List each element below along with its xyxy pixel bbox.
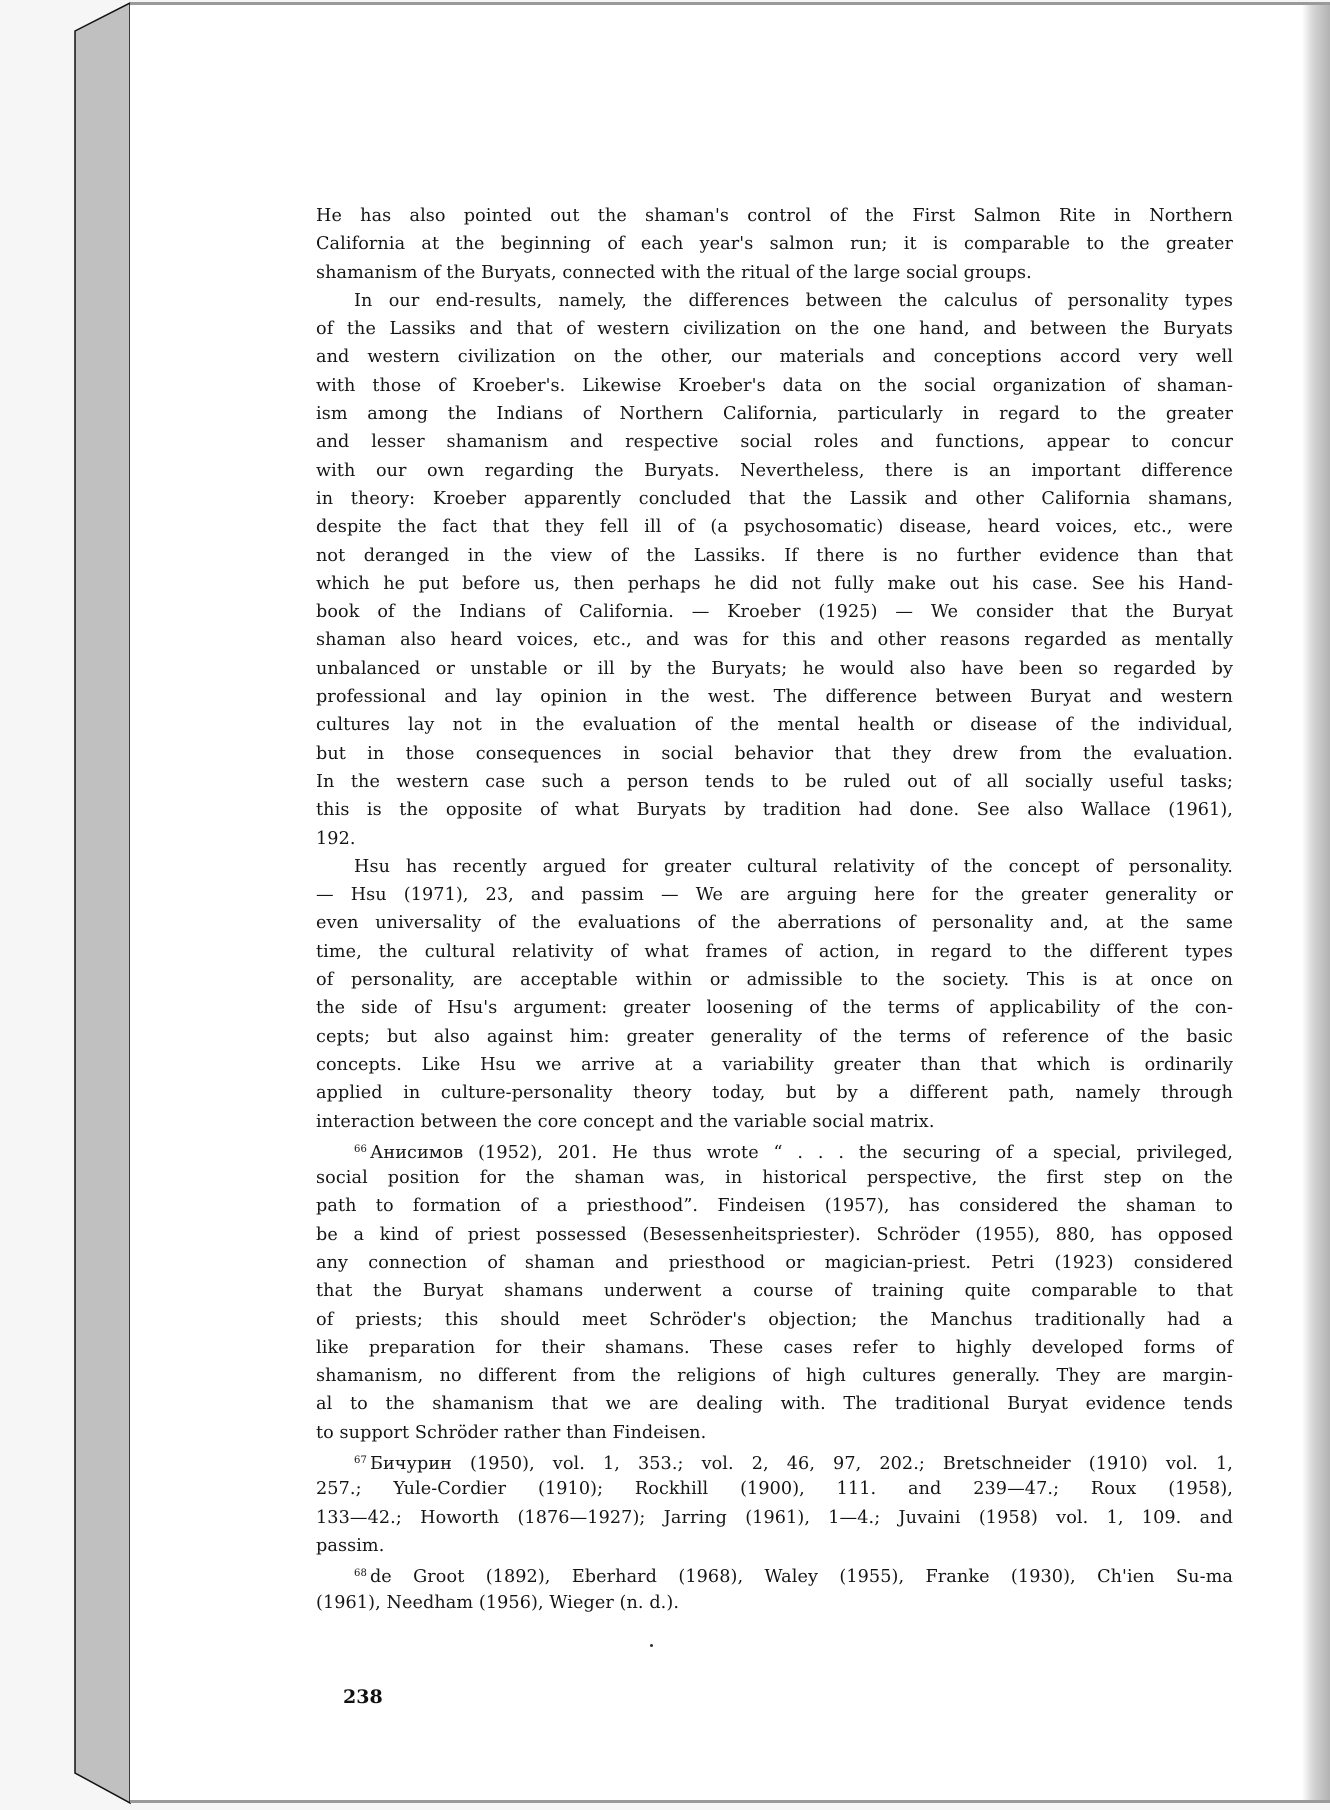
text-line <box>316 1192 1233 1220</box>
text-line-content: 257.; Yule-Cordier (1910); Rockhill (1900), 111. and 239—47.; Roux (1958), <box>316 1479 1233 1500</box>
text-line-content: any connection of shaman and priesthood or magician-priest. Petri (1923) considered <box>316 1252 1233 1273</box>
text-line <box>316 428 1233 456</box>
text-line <box>316 287 1233 315</box>
text-line <box>316 1390 1233 1418</box>
text-line-content: al to the shamanism that we are dealing with. The traditional Buryat evidence tends <box>316 1394 1233 1415</box>
text-line <box>316 1164 1233 1192</box>
text-line-content: Бичурин (1950), vol. 1, 353.; vol. 2, 46, 97, 202.; Bretschneider (1910) vol. 1, <box>369 1454 1233 1475</box>
text-line-content: — Hsu (1971), 23, and passim — We are arguing here for the greater generality or <box>316 885 1233 906</box>
text-line-content: shamanism, no different from the religions of high cultures generally. They are margin- <box>316 1366 1233 1387</box>
text-line-content: with our own regarding the Buryats. Nevertheless, there is an important difference <box>316 460 1233 481</box>
text-line-content: of priests; this should meet Schröder's objection; the Manchus traditionally had a <box>316 1309 1233 1330</box>
text-line-content: cepts; but also against him: greater generality of the terms of reference of the basic <box>316 1026 1233 1047</box>
text-line <box>316 372 1233 400</box>
text-line-content: this is the opposite of what Buryats by tradition had done. See also Wallace (1961), <box>316 800 1233 821</box>
paragraph <box>316 202 1233 287</box>
text-line <box>316 1023 1233 1051</box>
text-line-content: which he put before us, then perhaps he did not fully make out his case. See his Hand- <box>316 573 1233 594</box>
text-line <box>316 1532 1233 1560</box>
text-line-content: shaman also heard voices, etc., and was for this and other reasons regarded as mentally <box>316 630 1233 651</box>
text-line <box>316 768 1233 796</box>
text-line-content: time, the cultural relativity of what frames of action, in regard to the different types <box>316 941 1233 962</box>
text-line-content: 192. <box>316 828 356 849</box>
text-line <box>316 1419 1233 1447</box>
text-line <box>316 1362 1233 1390</box>
text-line <box>316 655 1233 683</box>
text-line <box>316 598 1233 626</box>
text-line <box>316 966 1233 994</box>
text-line-content: concepts. Like Hsu we arrive at a variability greater than that which is ordinarily <box>316 1054 1233 1075</box>
text-line <box>316 1249 1233 1277</box>
text-line-content: unbalanced or unstable or ill by the Buryats; he would also have been so regarded by <box>316 658 1233 679</box>
text-line-content: applied in culture-personality theory today, but by a different path, namely through <box>316 1083 1233 1104</box>
text-line <box>316 938 1233 966</box>
text-line-content: and lesser shamanism and respective social roles and functions, appear to concur <box>316 432 1233 453</box>
text-line <box>316 881 1233 909</box>
text-line <box>316 909 1233 937</box>
text-line-content: shamanism of the Buryats, connected with the ritual of the large social groups. <box>316 262 1032 283</box>
page-number: 238 <box>343 1686 383 1708</box>
text-line-content: the side of Hsu's argument: greater loosening of the terms of applicability of the con- <box>316 998 1233 1019</box>
text-line-content: of personality, are acceptable within or admissible to the society. This is at once on <box>316 970 1233 991</box>
text-line-content: professional and lay opinion in the west. The difference between Buryat and western <box>316 687 1233 708</box>
text-line-content: that the Buryat shamans underwent a course of training quite comparable to that <box>316 1281 1233 1302</box>
text-line <box>316 1447 1233 1475</box>
text-line <box>316 1334 1233 1362</box>
text-line-content: Анисимов (1952), 201. He thus wrote “ . . . the securing of a special, privileged, <box>369 1142 1233 1163</box>
text-line-content: In the western case such a person tends to be ruled out of all socially useful tasks; <box>316 771 1233 792</box>
text-line <box>316 796 1233 824</box>
scan-speck <box>650 1644 653 1647</box>
text-line <box>316 853 1233 881</box>
book-spine-graphic <box>74 0 132 1806</box>
text-line <box>316 457 1233 485</box>
text-line <box>316 740 1233 768</box>
text-line-content: In our end-results, namely, the differences between the calculus of personality types <box>354 290 1233 311</box>
text-line-content: despite the fact that they fell ill of (a psychosomatic) disease, heard voices, etc., were <box>316 517 1233 538</box>
book-spine <box>74 0 132 1806</box>
paragraph <box>316 853 1233 1136</box>
text-line-content: path to formation of a priesthood”. Findeisen (1957), has considered the shaman to <box>316 1196 1233 1217</box>
text-line <box>316 994 1233 1022</box>
text-line-content: interaction between the core concept and the variable social matrix. <box>316 1111 935 1132</box>
text-line <box>316 1589 1233 1617</box>
text-line-content: California at the beginning of each year's salmon run; it is comparable to the greater <box>316 234 1233 255</box>
footnote-marker: 68 <box>354 1568 367 1580</box>
text-line <box>316 1560 1233 1588</box>
text-line <box>316 202 1233 230</box>
footnote <box>316 1136 1233 1447</box>
page-body-text <box>316 202 1233 1617</box>
text-line <box>316 1108 1233 1136</box>
text-line-content: of the Lassiks and that of western civilization on the one hand, and between the Buryats <box>316 319 1233 340</box>
text-line <box>316 1504 1233 1532</box>
page-edge-shadow <box>1302 5 1330 1800</box>
text-line-content: not deranged in the view of the Lassiks. If there is no further evidence than that <box>316 545 1233 566</box>
text-line <box>316 1221 1233 1249</box>
text-line <box>316 626 1233 654</box>
text-line <box>316 570 1233 598</box>
footnote-marker: 67 <box>354 1455 367 1467</box>
text-line <box>316 825 1233 853</box>
text-line <box>316 1051 1233 1079</box>
text-line <box>316 315 1233 343</box>
text-line <box>316 230 1233 258</box>
footnote-marker: 66 <box>354 1143 367 1155</box>
text-line-content: de Groot (1892), Eberhard (1968), Waley (1955), Franke (1930), Ch'ien Su-ma <box>369 1567 1233 1588</box>
text-line-content: (1961), Needham (1956), Wieger (n. d.). <box>316 1592 680 1613</box>
text-line-content: 133—42.; Howorth (1876—1927); Jarring (1961), 1—4.; Juvaini (1958) vol. 1, 109. and <box>316 1507 1233 1528</box>
text-line-content: even universality of the evaluations of the aberrations of personality and, at the same <box>316 913 1233 934</box>
text-line-content: but in those consequences in social behavior that they drew from the evaluation. <box>316 743 1233 764</box>
text-line <box>316 711 1233 739</box>
text-line <box>316 343 1233 371</box>
text-line <box>316 1136 1233 1164</box>
text-line <box>316 1079 1233 1107</box>
text-line-content: Hsu has recently argued for greater cultural relativity of the concept of personality. <box>354 856 1233 877</box>
text-line <box>316 683 1233 711</box>
paragraph <box>316 287 1233 853</box>
text-line <box>316 513 1233 541</box>
text-line <box>316 485 1233 513</box>
text-line-content: ism among the Indians of Northern California, particularly in regard to the greater <box>316 404 1233 425</box>
text-line-content: He has also pointed out the shaman's control of the First Salmon Rite in Northern <box>316 206 1233 226</box>
text-line-content: be a kind of priest possessed (Besessenheitspriester). Schröder (1955), 880, has opposed <box>316 1224 1233 1245</box>
text-line <box>316 542 1233 570</box>
text-line-content: passim. <box>316 1535 385 1556</box>
text-line-content: and western civilization on the other, our materials and conceptions accord very well <box>316 347 1233 368</box>
text-line-content: social position for the shaman was, in historical perspective, the first step on the <box>316 1168 1233 1189</box>
document-page <box>130 2 1330 1803</box>
text-line-content: cultures lay not in the evaluation of the mental health or disease of the individual, <box>316 715 1233 736</box>
text-line-content: with those of Kroeber's. Likewise Kroeber's data on the social organization of shaman- <box>316 375 1233 396</box>
text-line <box>316 1475 1233 1503</box>
footnote <box>316 1560 1233 1617</box>
text-line <box>316 400 1233 428</box>
text-line-content: in theory: Kroeber apparently concluded that the Lassik and other California shamans, <box>316 488 1233 509</box>
text-line <box>316 1306 1233 1334</box>
text-line-content: book of the Indians of California. — Kroeber (1925) — We consider that the Buryat <box>316 602 1233 623</box>
text-line-content: like preparation for their shamans. These cases refer to highly developed forms of <box>316 1337 1233 1358</box>
text-line <box>316 1277 1233 1305</box>
footnote <box>316 1447 1233 1560</box>
text-line <box>316 259 1233 287</box>
text-line-content: to support Schröder rather than Findeisen. <box>316 1422 707 1443</box>
